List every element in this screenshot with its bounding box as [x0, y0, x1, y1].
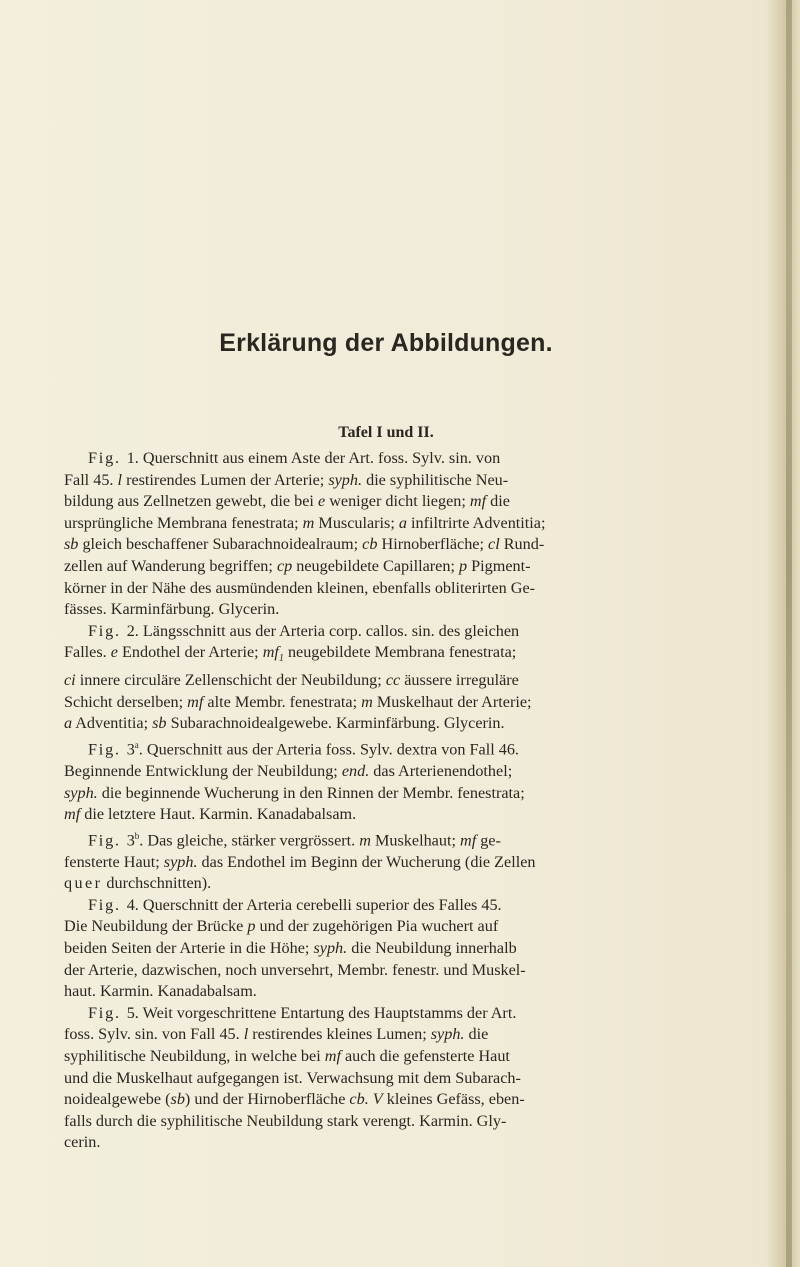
text-line: Fig. 3$^b$. Das gleiche, stärker vergrössert. m Muskelhaut; mf ge- [88, 830, 501, 850]
plate-heading: Tafel I und II. [338, 424, 434, 441]
text-line: Schicht derselben; mf alte Membr. fenestrata; m Muskelhaut der Arterie; [64, 692, 532, 711]
text-line: ursprüngliche Membrana fenestrata; m Muscularis; a infiltrirte Adventitia; [64, 513, 546, 532]
text-line: fässes. Karminfärbung. Glycerin. [64, 600, 280, 619]
text-line: bildung aus Zellnetzen gewebt, die bei e weniger dicht liegen; mf die [64, 492, 510, 511]
text-line: syphilitische Neubildung, in welche bei mf auch die gefensterte Haut [64, 1047, 510, 1066]
text-line: Falles. e Endothel der Arterie; $mf_1$ neugebildete Membrana fenestrata; [64, 643, 517, 665]
figure-label: Fig. [88, 449, 127, 467]
text-line: der Arterie, dazwischen, noch unversehrt, Membr. fenestr. und Muskel- [64, 960, 526, 979]
text-line: quer durchschnitten). [64, 874, 212, 893]
text-line: körner in der Nähe des ausmündenden kleinen, ebenfalls obliterirten Ge- [64, 578, 536, 597]
text-line: Fig. 4. Querschnitt der Arteria cerebelli superior des Falles 45. [88, 895, 502, 914]
figure-label: Fig. [88, 831, 127, 850]
text-line: Beginnende Entwicklung der Neubildung; end. das Arterienendothel; [64, 761, 513, 780]
figure-label: Fig. [88, 621, 127, 640]
page-edge-shadow [766, 0, 800, 1267]
text-line: noidealgewebe (sb) und der Hirnoberfläche cb. V kleines Gefäss, eben- [64, 1090, 525, 1109]
text-line: fensterte Haut; syph. das Endothel im Beginn der Wucherung (die Zellen [64, 852, 536, 871]
page-title: Erklärung der Abbildungen. [219, 329, 553, 357]
text-line: Fig. 5. Weit vorgeschrittene Entartung des Hauptstamms der Art. [88, 1003, 517, 1022]
text-line: sb gleich beschaffener Subarachnoidealraum; cb Hirnoberfläche; cl Rund- [64, 535, 545, 554]
text-line: zellen auf Wanderung begriffen; cp neugebildete Capillaren; p Pigment- [64, 556, 531, 575]
text-line: ci innere circuläre Zellenschicht der Neubildung; cc äussere irreguläre [64, 671, 519, 690]
text-line: foss. Sylv. sin. von Fall 45. l restirendes kleines Lumen; syph. die [64, 1025, 489, 1044]
figure-explanations [64, 448, 768, 1154]
text-line: a Adventitia; sb Subarachnoidealgewebe. Karminfärbung. Glycerin. [64, 714, 505, 733]
text-line: syph. die beginnende Wucherung in den Rinnen der Membr. fenestrata; [64, 783, 525, 802]
text-line: cerin. [64, 1133, 101, 1152]
text-line: Fall 45. l restirendes Lumen der Arterie; syph. die syphilitische Neu- [64, 470, 509, 489]
text-line: haut. Karmin. Kanadabalsam. [64, 982, 257, 1001]
page-binding-edge [786, 0, 792, 1267]
text-line: beiden Seiten der Arterie in die Höhe; syph. die Neubildung innerhalb [64, 939, 517, 958]
figure-label: Fig. [88, 895, 127, 914]
text-line: falls durch die syphilitische Neubildung stark verengt. Karmin. Gly- [64, 1111, 507, 1130]
text-line: und die Muskelhaut aufgegangen ist. Verwachsung mit dem Subarach- [64, 1068, 521, 1087]
text-line: Fig. 1. Querschnitt aus einem Aste der Art. foss. Sylv. sin. von [88, 449, 501, 467]
text-line: Fig. 2. Längsschnitt aus der Arteria corp. callos. sin. des gleichen [88, 621, 520, 640]
text-line: mf die letztere Haut. Karmin. Kanadabalsam. [64, 805, 357, 824]
figure-label: Fig. [88, 1003, 127, 1022]
figure-label: Fig. [88, 740, 127, 759]
text-line: Fig. 3$^a$. Querschnitt aus der Arteria foss. Sylv. dextra von Fall 46. [88, 739, 519, 759]
text-line: Die Neubildung der Brücke p und der zugehörigen Pia wuchert auf [64, 917, 499, 936]
